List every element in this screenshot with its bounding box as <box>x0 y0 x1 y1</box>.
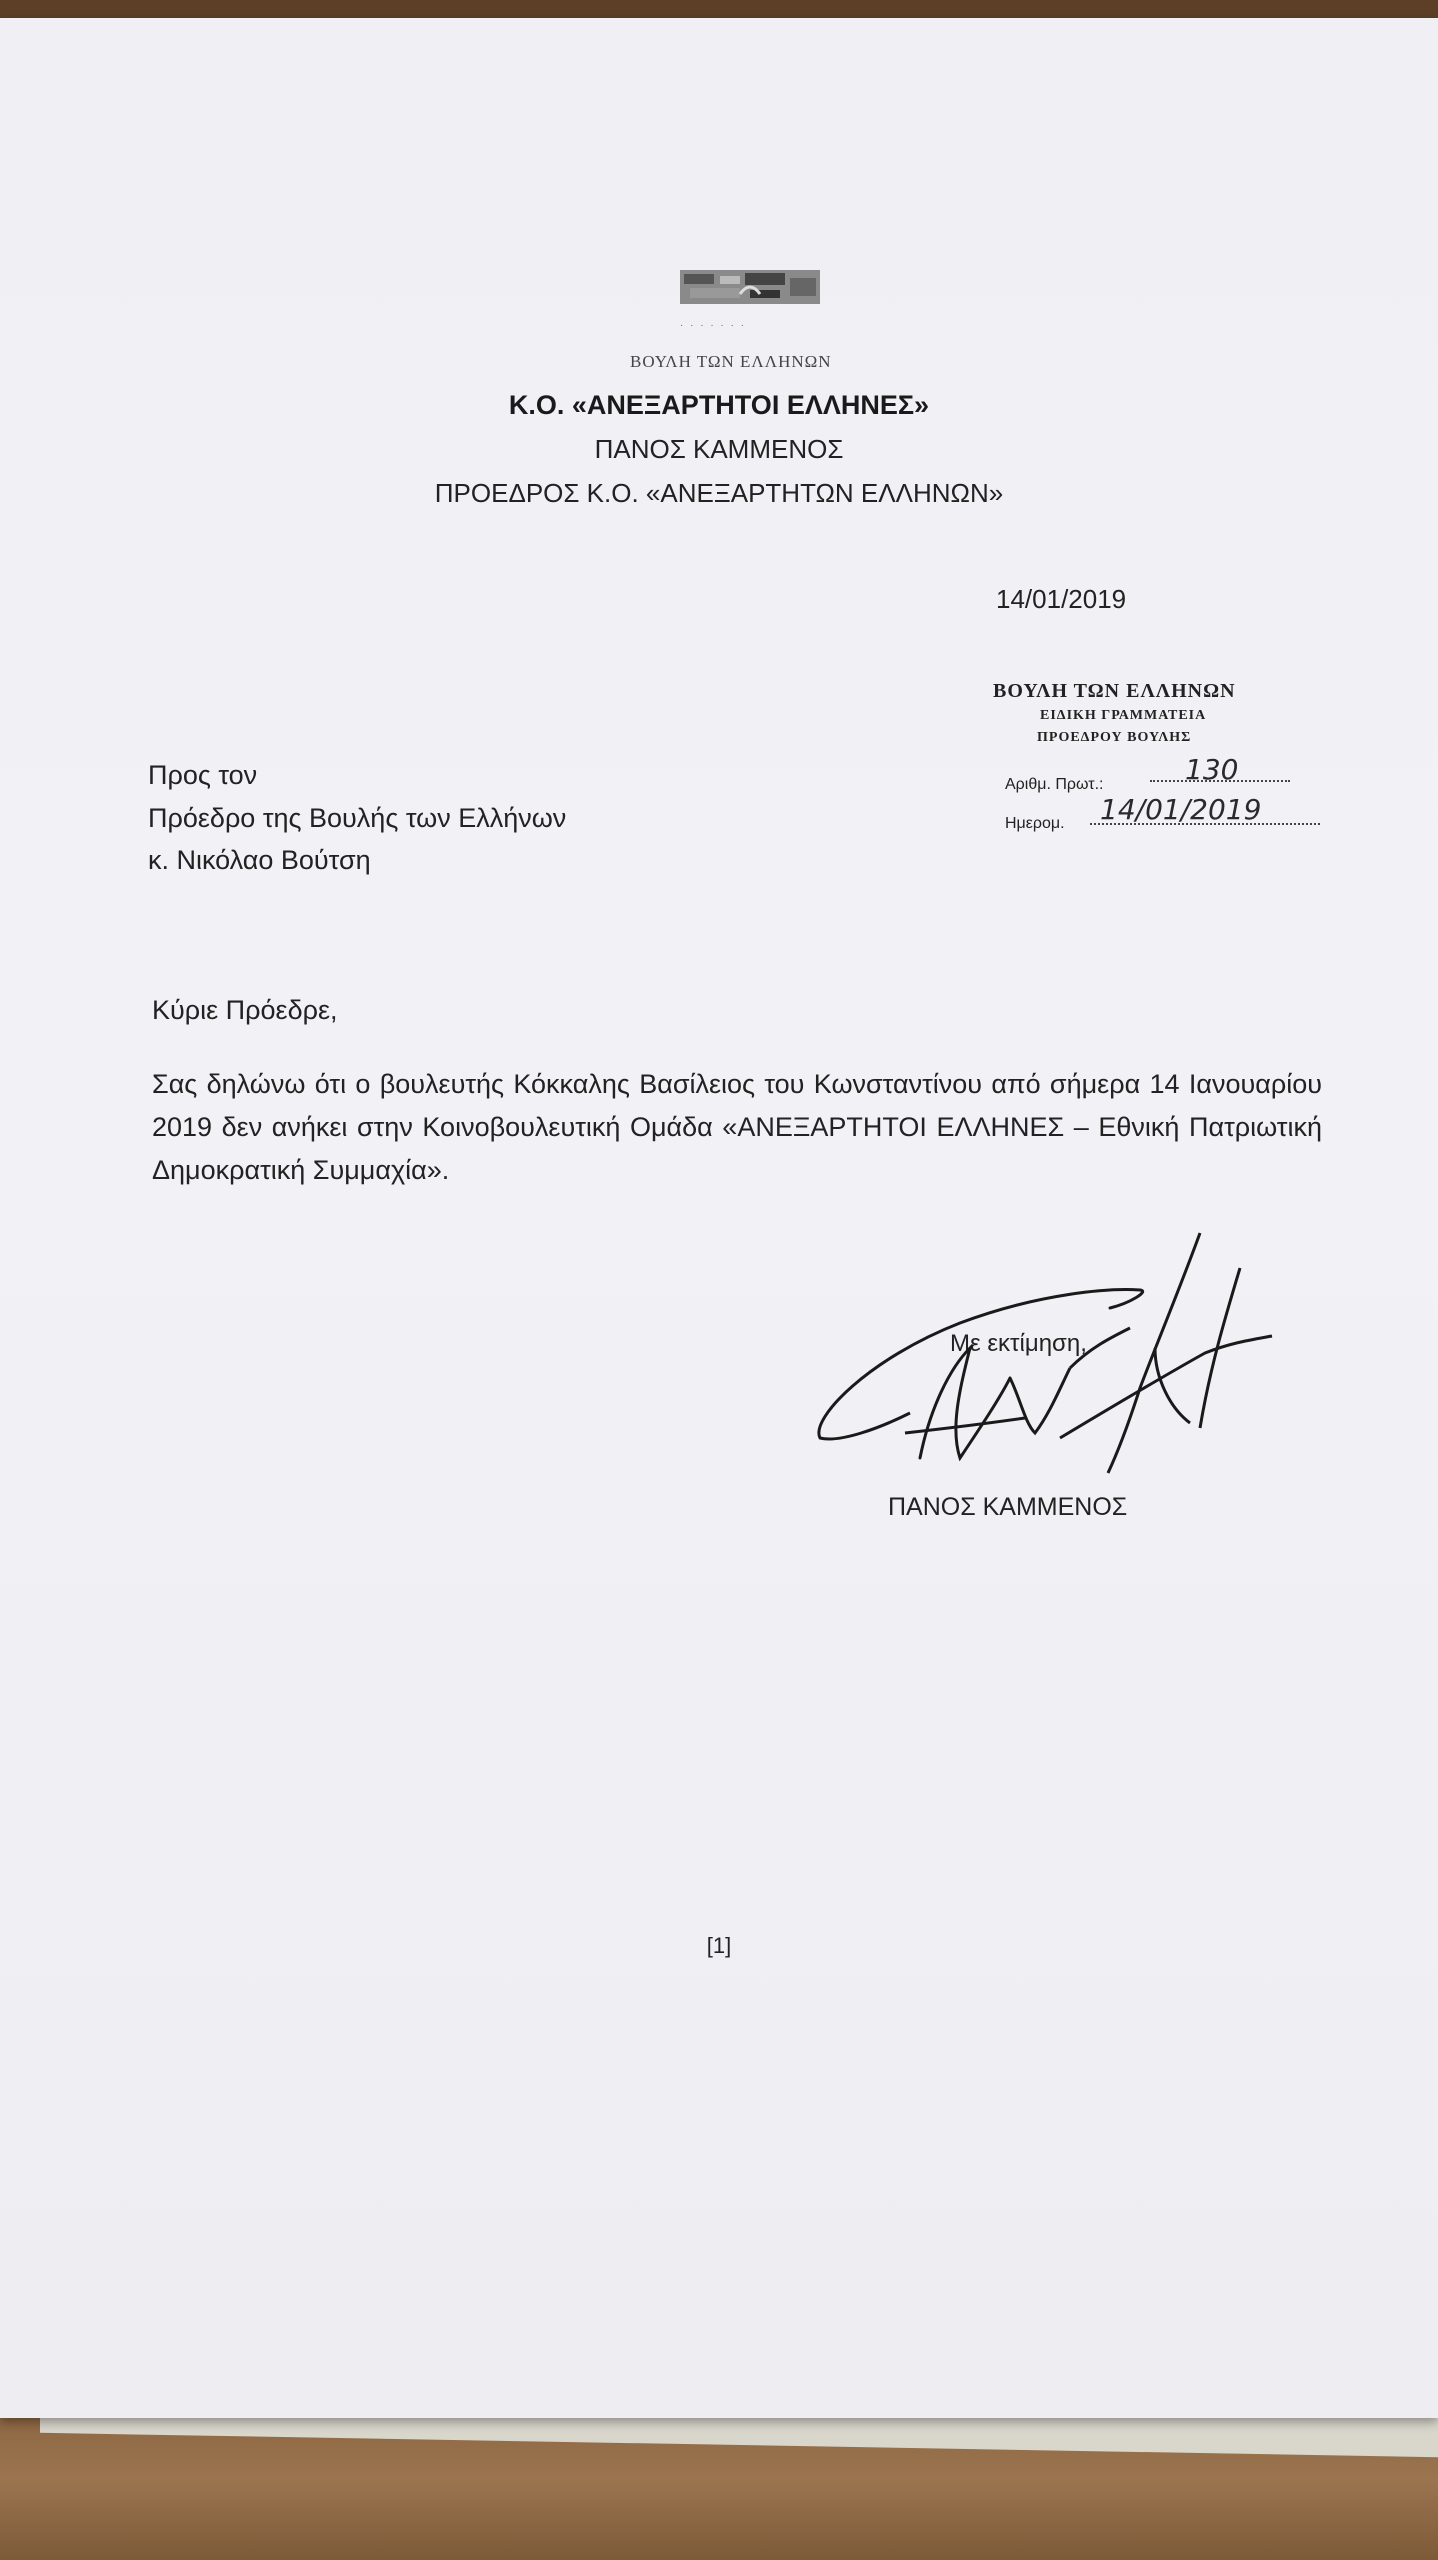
stamp-date-label: Ημερομ. <box>1005 815 1065 832</box>
stamp-institution: ΒΟΥΛΗ ΤΩΝ ΕΛΛΗΝΩΝ <box>993 680 1236 702</box>
stamp-protocol-number: 130 <box>1185 753 1239 786</box>
party-heading: Κ.Ο. «ΑΝΕΞΑΡΤΗΤΟΙ ΕΛΛΗΝΕΣ» <box>508 390 930 420</box>
institution-line: ΒΟΥΛΗ ΤΩΝ ΕΛΛΗΝΩΝ <box>630 352 832 371</box>
stamp-secretariat: ΕΙΔΙΚΗ ΓΡΑΜΜΑΤΕΙΑ <box>1040 708 1207 723</box>
sender-name: ΠΑΝΟΣ ΚΑΜΜΕΝΟΣ <box>594 434 844 464</box>
sender-title: ΠΡΟΕΔΡΟΣ Κ.Ο. «ΑΝΕΞΑΡΤΗΤΩΝ ΕΛΛΗΝΩΝ» <box>434 478 1004 508</box>
signatory-name: ΠΑΝΟΣ ΚΑΜΜΕΝΟΣ <box>888 1493 1128 1521</box>
salutation: Κύριε Πρόεδρε, <box>152 995 338 1025</box>
page-number: [1] <box>706 1933 732 1958</box>
document-page <box>0 18 1438 2418</box>
document-date: 14/01/2019 <box>996 584 1127 614</box>
recipient-line-2: Πρόεδρο της Βουλής των Ελλήνων <box>148 803 567 833</box>
closing-phrase: Με εκτίμηση, <box>950 1330 1087 1357</box>
emblem-caption-line: · · · · · · · <box>680 320 746 331</box>
body-paragraph: Σας δηλώνω ότι ο βουλευτής Κόκκαλης Βασίλειος του Κωνσταντίνου από σήμερα 14 Ιανουαρίου 2019 δεν ανήκει στην Κοινοβουλευτική Ομάδα «ΑΝΕΞΑΡΤΗΤΟΙ ΕΛΛΗΝΕΣ – Εθνική Πατριωτική Δημοκρατική Συμμαχία». <box>152 1069 1322 1185</box>
stamp-date-handwritten: 14/01/2019 <box>1100 793 1262 826</box>
handwritten-signature <box>810 1228 1290 1488</box>
recipient-line-1: Προς τον <box>148 760 258 790</box>
parliament-emblem-icon <box>680 270 820 304</box>
stamp-protocol-label: Αριθμ. Πρωτ.: <box>1005 776 1104 793</box>
stamp-office: ΠΡΟΕΔΡΟΥ ΒΟΥΛΗΣ <box>1037 730 1192 745</box>
recipient-line-3: κ. Νικόλαο Βούτση <box>148 845 371 875</box>
